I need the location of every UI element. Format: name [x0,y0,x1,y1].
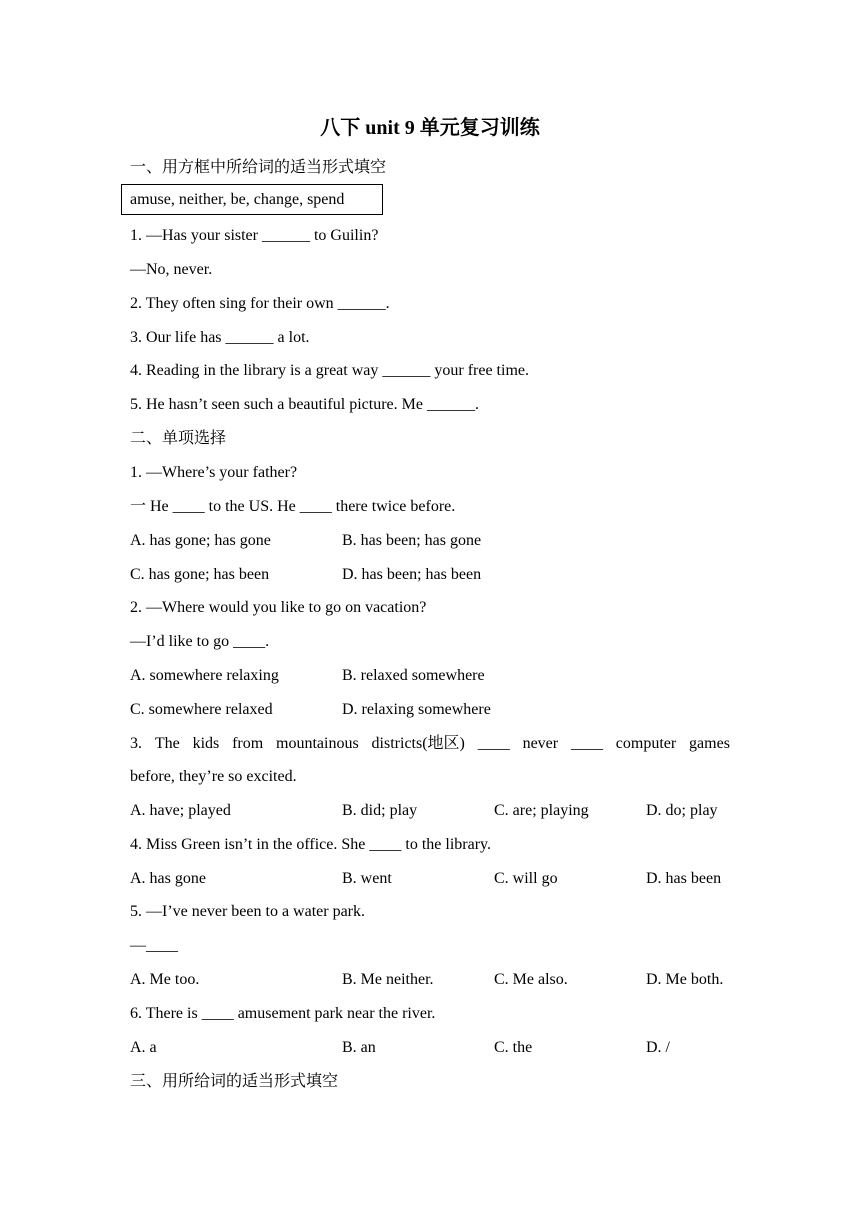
s2-q6-option-a: A. a [130,1039,157,1056]
s2-question-5-prompt: 5. —I’ve never been to a water park. [130,903,365,920]
s2-q6-option-c: C. the [494,1039,533,1056]
q3-word: 3. [130,735,142,752]
s2-q2-option-b: B. relaxed somewhere [342,667,485,684]
s1-question-2: 2. They often sing for their own ______. [130,295,390,312]
s2-q3-option-a: A. have; played [130,802,231,819]
q3-word: games [689,735,730,752]
s2-q1-option-b: B. has been; has gone [342,532,482,549]
s2-q5-option-b: B. Me neither. [342,971,434,988]
s2-question-1-stem: 一 He ____ to the US. He ____ there twice before. [130,498,456,515]
s1-question-1-answer: —No, never. [130,261,213,278]
s2-q4-option-a: A. has gone [130,870,206,887]
s1-question-5: 5. He hasn’t seen such a beautiful picture. Me ______. [130,396,479,413]
s2-question-3-stem [130,734,730,754]
q3-word: computer [615,735,677,752]
section1-heading: 一、用方框中所给词的适当形式填空 [130,159,387,176]
s2-question-3-stem-cont: before, they’re so excited. [130,768,297,785]
s2-q3-option-b: B. did; play [342,802,418,819]
s2-question-6-stem: 6. There is ____ amusement park near the river. [130,1005,436,1022]
s2-q2-option-c: C. somewhere relaxed [130,701,273,718]
s2-question-4-stem: 4. Miss Green isn’t in the office. She ____ to the library. [130,836,491,853]
s1-question-1-prompt: 1. —Has your sister ______ to Guilin? [130,227,379,244]
page-title: 八下 unit 9 单元复习训练 [320,117,540,139]
s2-question-2-prompt: 2. —Where would you like to go on vacation? [130,599,427,616]
s2-question-5-answer: —____ [130,937,178,954]
s1-question-3: 3. Our life has ______ a lot. [130,329,310,346]
q3-word: ____ [477,735,510,752]
s2-q2-option-d: D. relaxing somewhere [342,701,491,718]
s2-q5-option-c: C. Me also. [494,971,568,988]
s2-question-2-stem: —I’d like to go ____. [130,633,270,650]
q3-word: mountainous [276,735,359,752]
s2-q1-option-d: D. has been; has been [342,566,482,583]
s2-question-1-prompt: 1. —Where’s your father? [130,464,298,481]
q3-word: never [522,735,559,752]
section2-heading: 二、单项选择 [130,430,227,447]
s2-q3-option-d: D. do; play [646,802,718,819]
s2-q4-option-c: C. will go [494,870,558,887]
s2-q6-option-d: D. / [646,1039,670,1056]
s1-question-4: 4. Reading in the library is a great way ______ your free time. [130,362,529,379]
q3-word: kids [192,735,220,752]
q3-word: districts(地区) [371,735,465,752]
q3-word: ____ [570,735,603,752]
s2-q4-option-d: D. has been [646,870,722,887]
s2-q4-option-b: B. went [342,870,392,887]
s2-q1-option-c: C. has gone; has been [130,566,270,583]
q3-word: The [154,735,180,752]
s2-q3-option-c: C. are; playing [494,802,589,819]
section3-heading: 三、用所给词的适当形式填空 [130,1073,339,1090]
s2-q5-option-a: A. Me too. [130,971,200,988]
s2-q6-option-b: B. an [342,1039,376,1056]
q3-word: from [232,735,264,752]
s2-q2-option-a: A. somewhere relaxing [130,667,279,684]
s2-q5-option-d: D. Me both. [646,971,724,988]
word-box: amuse, neither, be, change, spend [121,184,383,215]
s2-q1-option-a: A. has gone; has gone [130,532,271,549]
